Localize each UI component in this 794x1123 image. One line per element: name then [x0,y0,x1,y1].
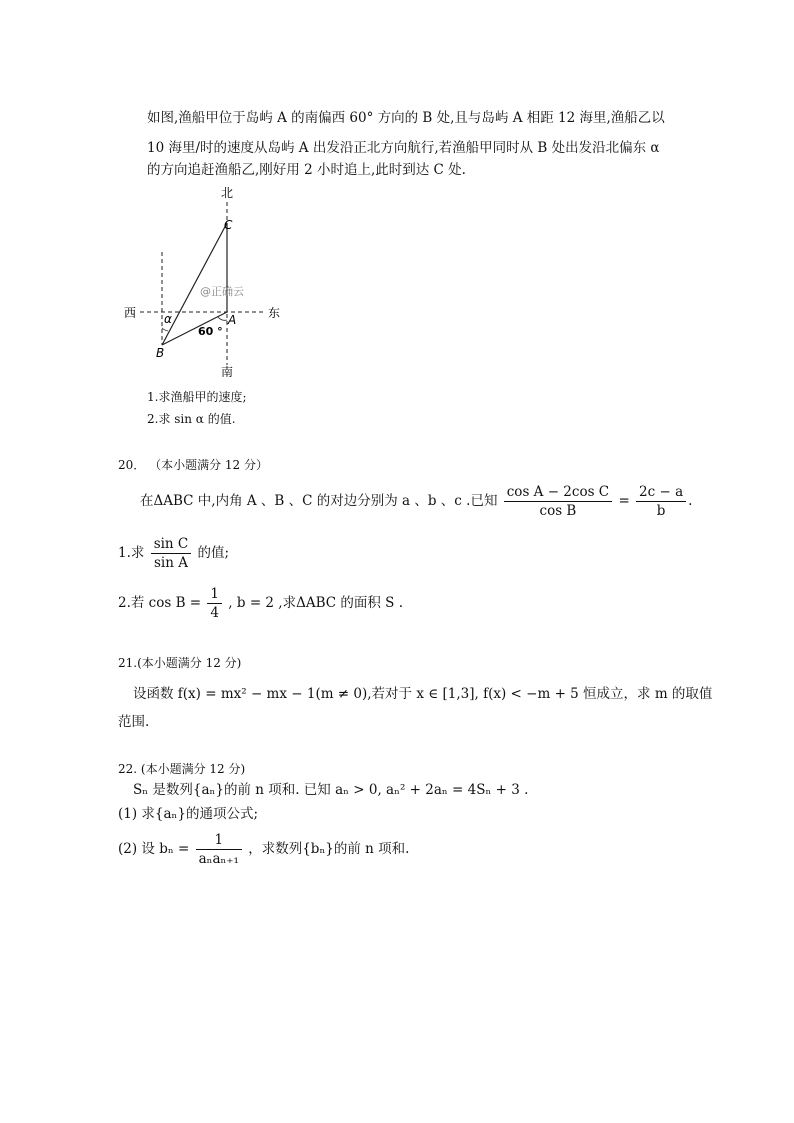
p20-frac1-num: cos A − 2cos C [504,484,612,502]
p22-q2-frac [196,832,242,867]
east-label: 东 [268,306,281,320]
p20-q2 [118,586,403,621]
bearing-figure [120,180,300,380]
p20-frac1-den: cos B [539,503,577,520]
p20-q2-num: 1 [207,586,222,604]
p22-line1: Sₙ 是数列{aₙ}的前 n 项和. 已知 aₙ > 0, aₙ² + 2aₙ = 4Sₙ + 3 . [133,782,529,798]
north-label: 北 [221,186,234,200]
p20-equals: = [618,493,630,510]
p20-q2-suffix: , b = 2 ,求ΔABC 的面积 S . [228,595,403,612]
p20-header: 20． （本小题满分 12 分） [118,458,268,472]
p19-line1: 如图,渔船甲位于岛屿 A 的南偏西 60° 方向的 B 处,且与岛屿 A 相距 12 海里,渔船乙以 [147,110,665,126]
alpha-label: α [164,312,172,326]
p20-intro: 在ΔABC 中,内角 A 、B 、C 的对边分别为 a 、b 、c .已知 [140,493,498,510]
p20-frac2-den: b [656,503,666,520]
p20-frac2 [636,484,686,519]
p22-q2-suffix: ，求数列{bₙ}的前 n 项和. [248,841,410,858]
p20-q1 [118,536,229,571]
p21-header: 21.(本小题满分 12 分) [118,656,242,670]
p20-q2-frac [207,586,222,621]
p22-q1: (1) 求{aₙ}的通项公式; [118,806,259,822]
p20-q2-prefix: 2.若 cos B = [118,595,202,612]
p22-q2-num: 1 [196,832,242,850]
p20-q1-suffix: 的值; [197,545,230,562]
p21-line1: 设函数 f(x) = mx² − mx − 1(m ≠ 0),若对于 x ∈ [1,3], f(x) < −m + 5 恒成立，求 m 的取值 [133,686,713,702]
p20-q1-num: sin C [151,536,192,554]
p20-frac2-num: 2c − a [636,484,686,502]
p22-header: 22. (本小题满分 12 分) [118,762,246,776]
p21-line2: 范围. [118,714,150,730]
sixty-arc [218,317,227,320]
p19-line3: 的方向追赶渔船乙,刚好用 2 小时追上,此时到达 C 处. [147,162,466,178]
p19-q2: 2.求 sin α 的值. [147,412,236,426]
p19-line2: 10 海里/时的速度从岛屿 A 出发沿正北方向航行,若渔船甲同时从 B 处出发沿北偏东 α [147,140,660,156]
p20-given: 在ΔABC 中,内角 A 、B 、C 的对边分别为 a 、b 、c .已知 $\frac{\text{cos A − 2cos C}}{\text{cos B}}$ = $\frac{2c - a}{b}$ . [140,484,693,520]
sixty-degree-label: 60 ° [198,325,223,338]
south-label: 南 [221,365,234,379]
point-A-label: A [228,313,237,327]
p19-q1: 1.求渔船甲的速度; [147,390,247,404]
p22-q2 [118,832,409,867]
point-B-label: B [156,346,165,360]
p20-q1-frac [151,536,192,571]
p20-frac1 [504,484,612,519]
p22-q2-den: aₙaₙ₊₁ [198,851,239,868]
west-label: 西 [124,306,137,320]
p20-q1-den: sin A [153,555,188,572]
p20-q1-prefix: 1.求 [118,545,145,562]
point-C-label: C [224,218,233,232]
p22-q2-prefix: (2) 设 bₙ = [118,841,190,858]
p20-q2-den: 4 [210,605,219,622]
watermark: @正确云 [200,285,244,298]
alpha-arc [162,328,168,331]
